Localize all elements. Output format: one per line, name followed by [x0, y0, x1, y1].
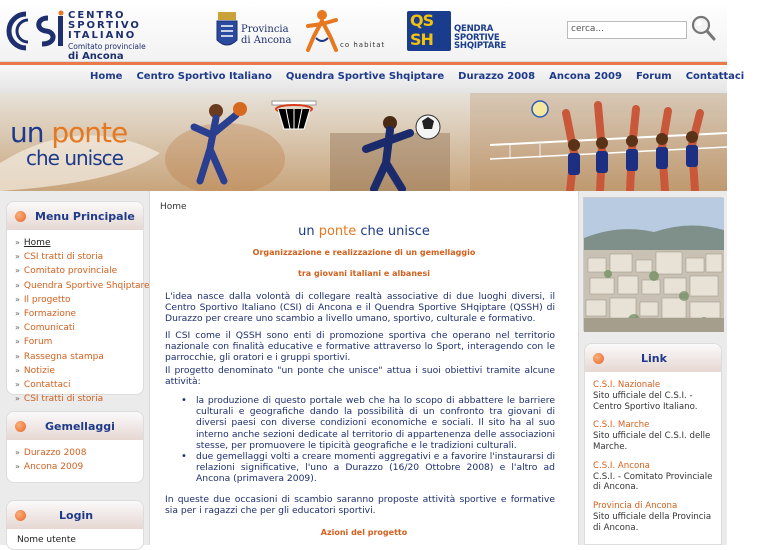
link-description: Sito ufficiale della Provincia di Ancona. — [593, 511, 712, 533]
login-header — [7, 501, 143, 529]
csi-logo-line4: Comitato provinciale — [68, 42, 146, 51]
page-title-part1: un — [298, 224, 319, 239]
link-csi-nazionale[interactable]: C.S.I. Nazionale — [593, 380, 661, 390]
search-input[interactable]: cerca... — [567, 21, 687, 39]
page-title-part3: che unisce — [356, 224, 430, 239]
menu-item-label: Comunicati — [23, 323, 75, 334]
double-chevron-icon: » — [15, 394, 20, 404]
nav-item-home[interactable]: Home — [90, 71, 123, 82]
double-chevron-icon: » — [15, 448, 20, 457]
menu-item-label: CSI tratti di storia — [23, 252, 104, 263]
cohabitat-logo[interactable] — [302, 8, 398, 54]
menu-item-label: CSI tratti di storia — [23, 394, 104, 405]
menu-principale-header — [7, 202, 143, 230]
gemellaggi-header — [7, 412, 143, 440]
double-chevron-icon: » — [15, 351, 20, 361]
gemellaggi-item-durazzo[interactable] — [15, 446, 143, 460]
login-module — [6, 500, 144, 550]
link-description: Sito ufficiale del C.S.I. - Centro Sportivo Italiano. — [593, 390, 698, 412]
crest-icon — [216, 12, 238, 50]
orange-dot-icon — [15, 510, 26, 521]
qssh-line3: SHQIPTARE — [454, 41, 507, 51]
menu-item-forum[interactable] — [15, 335, 143, 349]
main-content — [150, 191, 578, 545]
menu-item-csi-storia-2[interactable] — [15, 392, 143, 406]
link-entry — [585, 380, 721, 412]
search-icon[interactable] — [690, 14, 716, 42]
menu-item-label: Notizie — [23, 365, 55, 376]
nav-item-qssh[interactable]: Quendra Sportive Shqiptare — [285, 71, 445, 82]
right-sidebar — [578, 191, 727, 545]
double-chevron-icon: » — [15, 462, 20, 472]
menu-item-label: Formazione — [23, 309, 77, 320]
subtitle-giovani: tra giovani italiani e albanesi — [298, 269, 430, 278]
menu-item-label: Comitato provinciale — [23, 266, 118, 277]
banner-slogan — [10, 116, 128, 170]
hero-banner — [0, 93, 727, 191]
menu-principale-title: Menu Principale — [35, 210, 135, 223]
gemellaggi-item-ancona[interactable] — [15, 460, 143, 474]
double-chevron-icon: » — [15, 266, 20, 276]
gemellaggi-item-label: Durazzo 2008 — [23, 448, 87, 458]
csi-logo-line5: di Ancona — [68, 51, 124, 62]
menu-principale-list — [7, 230, 150, 410]
link-csi-ancona[interactable]: C.S.I. Ancona — [593, 460, 650, 471]
link-entry — [585, 420, 721, 452]
qssh-line2: SPORTIVE — [454, 32, 500, 43]
banner-slogan-line1 — [10, 116, 128, 149]
nav-item-ancona[interactable]: Ancona 2009 — [549, 71, 622, 82]
double-chevron-icon: » — [15, 323, 20, 333]
banner-word-ponte: ponte — [51, 116, 128, 149]
menu-item-label: Quendra Sportive Shqiptare — [23, 280, 150, 291]
menu-item-formazione[interactable] — [15, 307, 143, 321]
banner-slogan-line2: che unisce — [26, 146, 123, 170]
paragraph-progetto: Il progetto denominato "un ponte che unisce" attua i suoi obiettivi tramite alcune attività: — [165, 365, 555, 388]
activity-item-portale: • la produzione di questo portale web che ha lo scopo di abbattere le barriere culturali e geografiche dando la possibilità di un confronto tra giovani di diversi paesi con diverse condizioni economiche e sociali. Il sito ha al suo interno anche sezioni dedicate al territorio di appartenenza delle associazioni stesse, per promuovere le tipicità geografiche e le tradizioni culturali. — [180, 395, 555, 451]
csi-logo-text — [68, 11, 146, 62]
nav-item-durazzo[interactable]: Durazzo 2008 — [458, 71, 536, 82]
provincia-line2: di Ancona — [241, 35, 292, 46]
link-title: Link — [641, 352, 667, 365]
gemellaggi-module — [6, 411, 144, 483]
menu-item-comitato[interactable] — [15, 264, 143, 278]
site-header — [0, 0, 727, 62]
double-chevron-icon: » — [15, 365, 20, 375]
double-chevron-icon: » — [15, 280, 20, 290]
link-list — [585, 372, 721, 534]
double-chevron-icon: » — [15, 309, 20, 319]
menu-item-label: Il progetto — [23, 294, 71, 305]
menu-item-label: Forum — [23, 337, 53, 348]
left-sidebar — [0, 191, 150, 545]
double-chevron-icon: » — [15, 252, 20, 262]
qssh-line1: QENDRA — [454, 24, 494, 34]
menu-item-comunicati[interactable] — [15, 321, 143, 335]
paragraph-scambio: In queste due occasioni di scambio saranno proposte attività sportive e formative sia per i ragazzi che per gli educatori sportivi. — [165, 494, 555, 517]
menu-item-label: Home — [23, 238, 51, 248]
gemellaggi-title: Gemellaggi — [45, 420, 115, 433]
cohabitat-label: co habitat — [340, 41, 386, 49]
main-nav — [0, 62, 745, 93]
city-photo-image — [584, 198, 724, 332]
login-title: Login — [59, 509, 94, 522]
subtitle-azioni: Azioni del progetto — [320, 528, 408, 537]
provincia-logo[interactable] — [213, 10, 303, 52]
link-description: Sito ufficiale del C.S.I. delle Marche. — [593, 431, 711, 452]
nav-item-forum[interactable]: Forum — [635, 71, 672, 82]
double-chevron-icon: » — [15, 380, 20, 390]
menu-item-progetto[interactable] — [15, 293, 143, 307]
menu-item-home[interactable] — [15, 236, 143, 250]
menu-item-notizie[interactable] — [15, 364, 143, 378]
activities-list — [180, 395, 555, 485]
csi-logo-line1: CENTRO — [68, 10, 126, 21]
double-chevron-icon: » — [15, 294, 20, 304]
banner-word-un: un — [10, 116, 44, 149]
link-module — [584, 343, 722, 545]
csi-logo-mark-icon — [6, 10, 66, 52]
menu-item-label: Rassegna stampa — [23, 351, 104, 362]
qssh-logo[interactable] — [407, 11, 515, 53]
username-label: Nome utente — [17, 535, 76, 545]
nav-item-csi[interactable]: Centro Sportivo Italiano — [136, 71, 272, 82]
double-chevron-icon: » — [15, 238, 20, 247]
menu-principale-module — [6, 201, 150, 405]
provincia-text — [241, 24, 291, 46]
nav-item-contattaci[interactable]: Contattaci — [685, 71, 745, 82]
paragraph-intro: L'idea nasce dalla volontà di collegare realtà associative di due luoghi diversi, il Centro Sportivo Italiano (CSI) di Ancona e il Quendra Sportive SHqiptare (QSSH) di Durazzo per creare uno scambio a livello umano, sportivo, culturale e formativo. — [165, 291, 555, 325]
page-title-part2: ponte — [318, 224, 357, 239]
menu-item-label: Contattaci — [23, 380, 71, 391]
qssh-mark-bottom: SH — [410, 30, 433, 49]
menu-item-contattaci[interactable] — [15, 378, 143, 392]
breadcrumb[interactable]: Home — [160, 202, 187, 212]
orange-dot-icon — [15, 421, 26, 432]
menu-item-csi-storia[interactable] — [15, 250, 143, 264]
qssh-text — [454, 25, 506, 51]
activity-item-gemellaggi: • due gemellaggi volti a creare momenti aggregativi e a favorire l'instaurarsi di relazioni significative, l'uno a Durazzo (16/20 Ottobre 2008) e l'altro ad Ancona (primavera 2009). — [180, 451, 555, 485]
gemellaggi-list — [7, 440, 143, 478]
cohabitat-figure-icon — [302, 8, 342, 54]
gemellaggi-item-label: Ancona 2009 — [23, 462, 84, 473]
subtitle-gemellaggio: Organizzazione e realizzazione di un gemellaggio — [252, 248, 476, 257]
qssh-mark-top: QS — [410, 11, 434, 30]
csi-logo[interactable] — [6, 8, 148, 62]
nav-items — [90, 71, 758, 82]
orange-dot-icon — [15, 211, 26, 222]
paragraph-enti: Il CSI come il QSSH sono enti di promozione sportiva che operano nel territorio nazionale con finalità educative e formative attraverso lo Sport, interagendo con le parrocchie, gli oratori e i gruppi sportivi. — [165, 330, 555, 364]
menu-item-rassegna[interactable] — [15, 350, 143, 364]
qssh-mark — [407, 11, 451, 51]
page-title — [150, 224, 578, 239]
link-provincia-ancona[interactable]: Provincia di Ancona — [593, 501, 678, 512]
menu-item-qssh[interactable] — [15, 279, 150, 293]
csi-logo-line3: ITALIANO — [68, 30, 137, 41]
link-header — [585, 344, 721, 372]
link-entry — [585, 501, 721, 533]
link-entry — [585, 461, 721, 493]
csi-logo-line2: SPORTIVO — [68, 20, 141, 31]
orange-dot-icon — [593, 353, 604, 364]
city-photo — [583, 197, 723, 331]
double-chevron-icon: » — [15, 337, 20, 347]
link-description: C.S.I. - Comitato Provinciale di Ancona. — [593, 471, 713, 493]
link-csi-marche[interactable]: C.S.I. Marche — [593, 420, 650, 431]
provincia-line1: Provincia — [241, 24, 289, 35]
